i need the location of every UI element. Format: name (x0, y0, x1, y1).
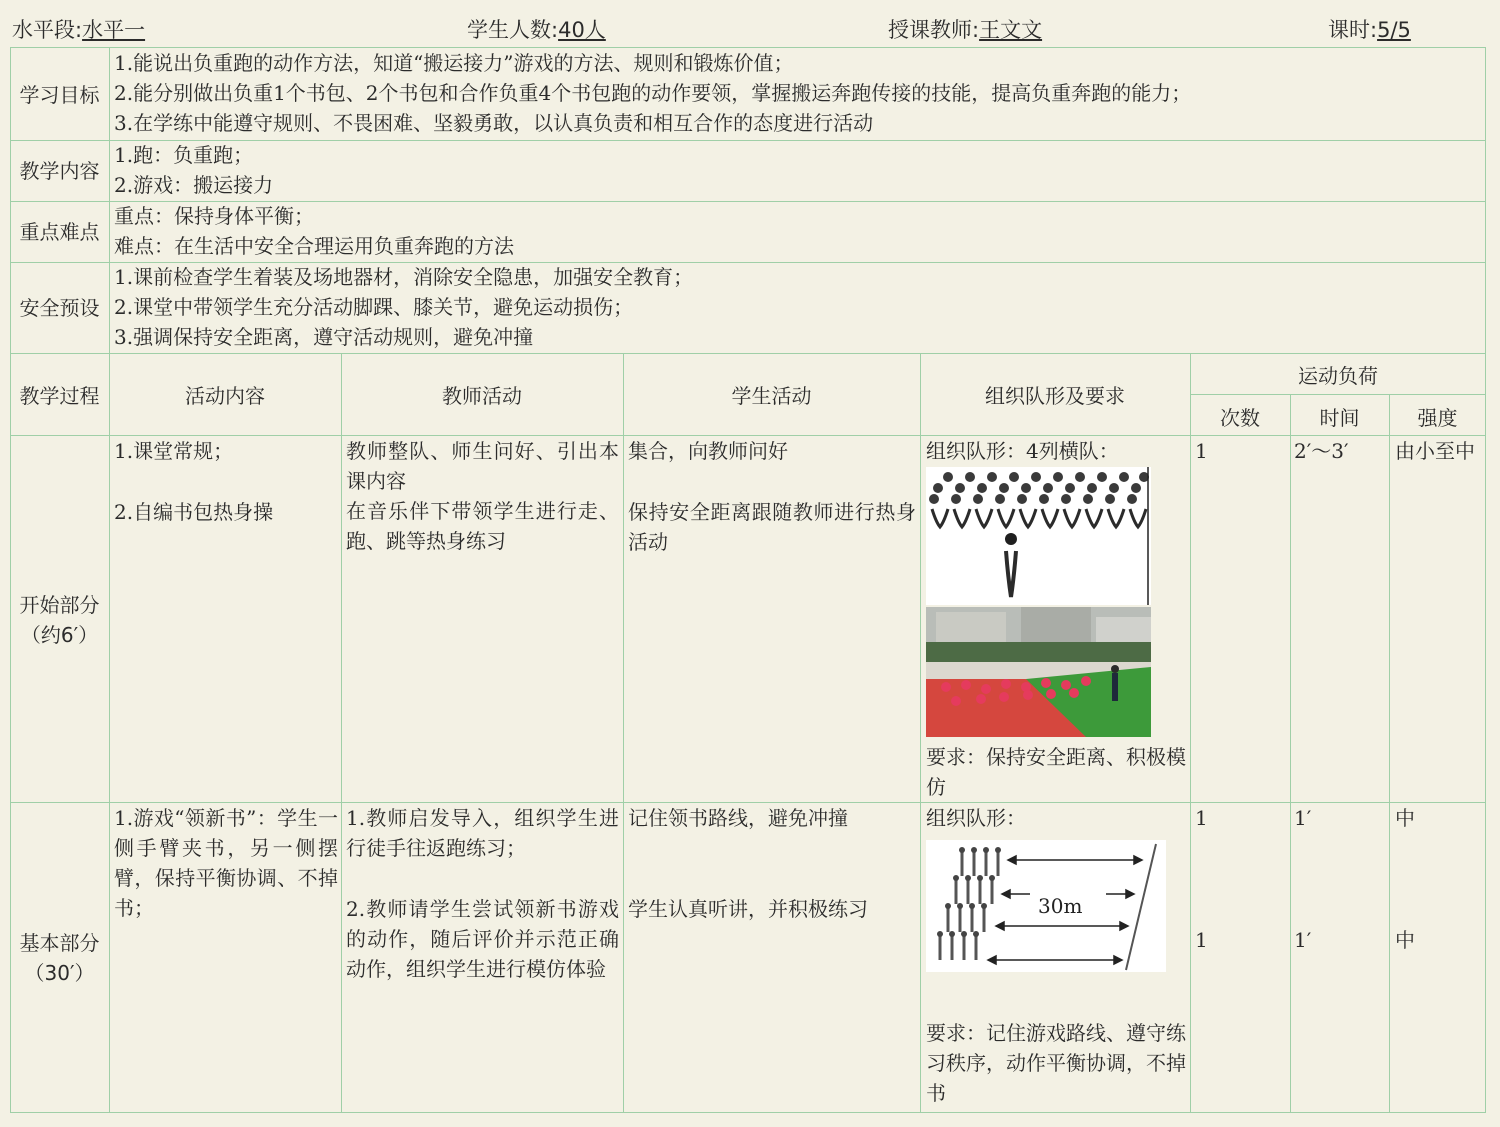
students-value: 40人 (558, 18, 606, 42)
basic-intensity-1: 中 (1395, 806, 1415, 830)
start-student (628, 436, 916, 557)
goal-item: 3.在学练中能遵守规则、不畏困难、坚毅勇敢，以认真负责和相互合作的态度进行活动 (114, 111, 874, 135)
formation-4-rows-diagram (926, 467, 1151, 605)
goals-label: 学习目标 (19, 83, 100, 107)
safety-label: 安全预设 (19, 296, 100, 320)
basic-section-label (10, 928, 109, 988)
col-header-student: 学生活动 (731, 384, 812, 408)
keypoint-item: 难点：在生活中安全合理运用负重奔跑的方法 (114, 234, 514, 258)
content-list (114, 140, 1479, 200)
basic-activity-1: 1.游戏“领新书”：学生一侧手臂夹书，另一侧摆臂，保持平衡协调、不掉书； (114, 806, 338, 920)
start-formation-diagram (926, 467, 1151, 605)
teacher-field (888, 14, 1056, 44)
level-label: 水平段: (12, 18, 83, 42)
safety-item: 2.课堂中带领学生充分活动脚踝、膝关节，避免运动损伤； (114, 295, 634, 319)
column-divider (109, 47, 110, 1113)
start-requirement: 要求：保持安全距离、积极模仿 (926, 745, 1186, 799)
start-teacher (346, 436, 619, 556)
relay-route-diagram (926, 840, 1166, 972)
start-activity-1: 1.课堂常规； (114, 439, 234, 463)
content-label: 教学内容 (19, 159, 100, 183)
level-value: 水平一 (82, 18, 146, 42)
safety-item: 1.课前检查学生着装及场地器材，消除安全隐患，加强安全教育； (114, 265, 694, 289)
content-item: 1.跑：负重跑； (114, 143, 254, 167)
warmup-photo-illustration (926, 607, 1151, 737)
col-header-formation: 组织队形及要求 (985, 384, 1125, 408)
column-divider (341, 353, 342, 1113)
basic-count-2: 1 (1195, 928, 1208, 952)
start-section-duration: （约6′） (20, 623, 99, 647)
warmup-photo (926, 607, 1151, 737)
basic-intensity-2: 中 (1395, 928, 1415, 952)
basic-section-title: 基本部分 (19, 931, 100, 955)
col-header-count: 次数 (1220, 406, 1260, 430)
col-header-load: 运动负荷 (1298, 364, 1378, 388)
basic-formation-label: 组织队形： (926, 806, 1026, 830)
basic-section-duration: （30′） (24, 961, 95, 985)
students-label: 学生人数: (467, 18, 559, 42)
basic-student (628, 803, 916, 924)
period-field (1328, 14, 1425, 44)
safety-list (114, 262, 1479, 352)
keypoints-list (114, 201, 1479, 261)
start-section-title: 开始部分 (19, 593, 100, 617)
keypoints-label: 重点难点 (19, 220, 100, 244)
goals-list (114, 48, 1479, 138)
column-divider (623, 353, 624, 1113)
start-count: 1 (1195, 439, 1208, 463)
column-divider (1190, 353, 1191, 1113)
row-divider (10, 353, 1486, 354)
basic-student-1: 记住领书路线，避免冲撞 (628, 806, 848, 830)
start-time: 2′～3′ (1294, 439, 1349, 463)
basic-student-2: 学生认真听讲，并积极练习 (628, 897, 868, 921)
start-section-label (10, 590, 109, 650)
start-student-1: 集合，向教师问好 (628, 439, 788, 463)
teacher-value: 王文文 (979, 18, 1043, 42)
basic-formation-diagram (926, 840, 1166, 972)
basic-teacher-2: 2.教师请学生尝试领新书游戏的动作，随后评价并示范正确动作，组织学生进行模仿体验 (346, 897, 619, 981)
col-header-teacher: 教师活动 (442, 384, 522, 408)
col-header-time: 时间 (1319, 406, 1360, 430)
start-activity-2: 2.自编书包热身操 (114, 500, 274, 524)
start-teacher-2: 在音乐伴下带领学生进行走、跑、跳等热身练习 (346, 499, 619, 553)
lesson-header (0, 0, 1500, 48)
row-divider (1190, 394, 1486, 395)
period-value: 5/5 (1377, 18, 1411, 42)
keypoint-item: 重点：保持身体平衡； (114, 204, 314, 228)
start-activity (114, 436, 336, 527)
level-field (12, 14, 159, 44)
col-header-activity: 活动内容 (185, 384, 265, 408)
goal-item: 2.能分别做出负重1个书包、2个书包和合作负重4个书包跑的动作要领，掌握搬运奔跑传接的技能，提高负重奔跑的能力； (114, 81, 1192, 105)
basic-requirement: 要求：记住游戏路线、遵守练习秩序，动作平衡协调，不掉书 (926, 1021, 1186, 1105)
column-divider (1389, 394, 1390, 1113)
period-label: 课时: (1328, 18, 1378, 42)
basic-teacher (346, 803, 619, 984)
content-item: 2.游戏：搬运接力 (114, 173, 274, 197)
start-intensity: 由小至中 (1395, 439, 1475, 463)
start-formation-label: 组织队形：4列横队： (926, 439, 1119, 463)
column-divider (920, 353, 921, 1113)
col-header-process: 教学过程 (19, 384, 100, 408)
safety-item: 3.强调保持安全距离，遵守活动规则，避免冲撞 (114, 325, 534, 349)
basic-teacher-1: 1.教师启发导入，组织学生进行徒手往返跑练习； (346, 806, 619, 860)
students-field (467, 14, 620, 44)
column-divider (1290, 394, 1291, 1113)
basic-time-1: 1′ (1294, 806, 1312, 830)
goal-item: 1.能说出负重跑的动作方法，知道“搬运接力”游戏的方法、规则和锻炼价值； (114, 51, 794, 75)
basic-time-2: 1′ (1294, 928, 1312, 952)
teacher-label: 授课教师: (888, 18, 980, 42)
col-header-intensity: 强度 (1417, 406, 1458, 430)
start-teacher-1: 教师整队、师生问好、引出本课内容 (346, 439, 619, 493)
basic-count-1: 1 (1195, 806, 1208, 830)
start-student-2: 保持安全距离跟随教师进行热身活动 (628, 500, 916, 554)
distance-label: 30m (1038, 894, 1083, 918)
